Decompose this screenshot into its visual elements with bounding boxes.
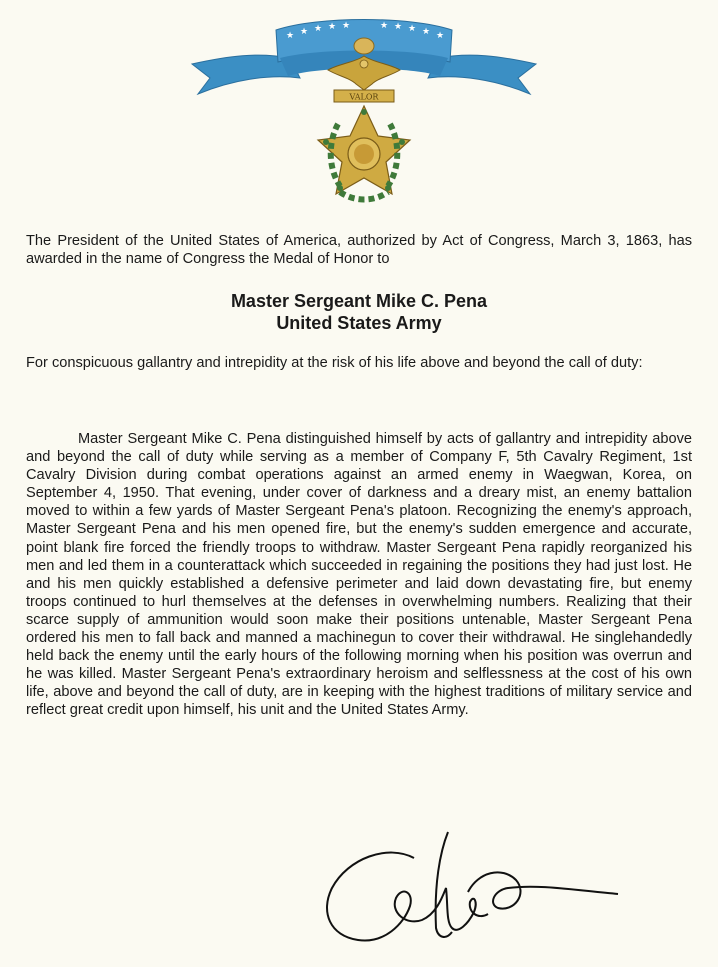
svg-text:VALOR: VALOR [349,92,379,102]
presidential-signature [318,828,626,946]
svg-text:★: ★ [314,24,323,34]
recipient-name: Master Sergeant Mike C. Pena [230,291,488,311]
svg-text:★: ★ [286,31,295,41]
svg-text:★: ★ [380,21,389,31]
svg-text:★: ★ [394,22,403,32]
medal-of-honor-image [188,18,540,214]
svg-text:★: ★ [300,27,309,37]
recipient-unit: United States Army [276,313,442,333]
citation-body: Master Sergeant Mike C. Pena distinguished himself by acts of gallantry and intrepidity above and beyond the call of duty while serving as a member of Company F, 5th Cavalry Regiment, 1st Cavalry Division during combat operations against an armed enemy in Waegwan, Korea, on September 4, 1950. That evening, under cover of darkness and a dreary mist, an enemy battalion moved to within a few yards of Master Sergeant Pena's platoon. Recognizing the enemy's approach, Master Sergeant Pena and his men opened fire, but the enemy's sudden emergence and accurate, point blank fire forced the friendly troops to withdraw. Master Sergeant Pena rapidly reorganized his men and led them in a counterattack which succeeded in regaining the positions they had just lost. He and his men quickly established a defensive perimeter and laid down devastating fire, but enemy troops continued to hurl themselves at the defenses in overwhelming numbers. Realizing that their scarce supply of ammunition would soon make their positions untenable, Master Sergeant Pena ordered his men to fall back and manned a machinegun to cover their withdrawal. He singlehandedly held back the enemy until the early hours of the following morning when his position was overrun and he was killed. Master Sergeant Pena's extraordinary heroism and selflessness at the cost of his own life, above and beyond the call of duty, are in keeping with the highest traditions of military service and reflect great credit upon himself, his unit and the United States Army. [26,431,692,719]
svg-text:★: ★ [342,21,351,31]
recipient-block [0,290,718,334]
star-medal [318,106,410,200]
svg-text:★: ★ [422,27,431,37]
svg-text:★: ★ [328,22,337,32]
citation-lead: For conspicuous gallantry and intrepidity at the risk of his life above and beyond the call of duty: [26,355,643,371]
award-preamble: The President of the United States of America, authorized by Act of Congress, March 3, 1863, has awarded in the name of Congress the Medal of Honor to [26,233,692,267]
svg-text:★: ★ [408,24,417,34]
valor-bar [334,90,394,102]
svg-text:★: ★ [436,31,445,41]
